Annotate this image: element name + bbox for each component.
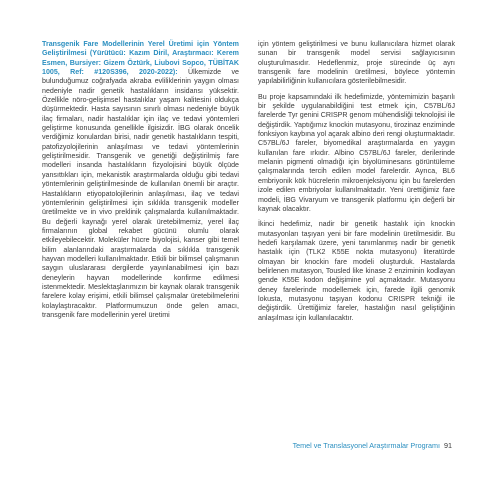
paragraph-continuation: için yöntem geliştirilmesi ve bunu kullanıcılara hizmet olarak sunan bir transgenik model servisi sağlayıcısının oluşturulmasıdır. Hedeflenmiz, proje sürecinde üç ayrı transgenik fare modelinin üretilmesi, böylece yöntemin yapılabilirliğinin kullanıcılara gösterilebilmesidir. [258,40,455,86]
left-column [42,40,239,320]
project-title: Transgenik Fare Modellerinin Yerel Üretimi için Yöntem Geliştirilmesi (Yürütücü: Kazım Diril, Araştırmacı: Kerem Esmen, Bursiyer: Gizem Öztürk, Liubovi Sopco, TÜBİTAK 1005, Ref: #120S396, 2020-2022): [42,40,239,77]
page-footer [262,441,452,450]
project-paragraph [42,40,239,320]
footer-label: Temel ve Translasyonel Araştırmalar Programı [292,441,440,450]
paragraph-second-goal: İkinci hedefimiz, nadir bir genetik hastalık için knockin mutasyonları taşıyan yeni bir fare modelinin üretilmesidir. Bu hedefi karşılamak üzere, yeni tanımlanmış nadir bir genetik hastalık için (TLK2 K55E nokta mutasyonu) literatürde olmayan bir knockin fare modeli oluşturduk. Hastalarda belirlenen mutasyon, Tousled like kinase 2 enziminin kodlayan gende K55E kodon değişimine yol açmaktadır. Mutasyonu deney farelerinde modellemek için, farede ilgili genomik lokusta, mutasyonu taşıyan kodonu CRISPR tekniği ile değiştirdik. Ürettiğimiz fareler, hastalığın nasıl geliştiğinin anlaşılması için kullanılacaktır. [258,220,455,322]
project-description: Ülkemizde ve bulunduğumuz coğrafyada akraba evliliklerinin yaygın olması nedeniyle nadir genetik hastalıkların insidansı yüksektir. Özellikle nöro-gelişimsel hastalıklar yaşam kalitesini oldukça düşürmektedir. Hasta sayısının sınırlı olması nedeniyle büyük ilaç firmaları, nadir hastalıklar için ilaç ve tedavi yöntemleri geliştirme konusunda genellikle ilgisizdir. İBG olarak öncelik verdiğimiz konulardan birisi, nadir genetik hastalıkların tespiti, patofizyolojilerinin anlaşılması ve tedavi yöntemlerinin geliştirilmesidir. Transgenik ve genetiği değiştirilmiş fare modelleri insanda hastalıkların fizyolojisini büyük ölçüde yansıttıkları için, mekanistik araştırmalarda olduğu gibi tedavi yöntemlerinin geliştirilmesinde de kullanılan önemli bir araçtır. Hastalıkların etiyopatolojilerinin anlaşılması, ilaç ve tedavi yöntemlerinin geliştirilmesi için sıklıkla transgenik modeller üretilmekte ve in vivo preklinik çalışmalarda kullanılmaktadır. Bu değerli kaynağı yerel olarak üretebilmemiz, yerel ilaç firmalarının global rekabet gücünü olumlu olarak etkileyebilecektir. Moleküler hücre biyolojisi, kanser gibi temel bilim alanlarındaki araştırmalarda da sıklıkla transgenik hayvan modelleri kullanılmaktadır. Etkili bir bilimsel çalışmanın saygın uluslararası dergilerde yayınlanabilmesi için bazı deneylerin hayvan modellerinde konfirme edilmesi istenmektedir. Meslektaşlarımızın bir kaynak olarak transgenik farelere kolay erişimi, etkili bilimsel çalışmalar üretebilmelerini kolaylaştıracaktır. Platformumuzun önde gelen amacı, transgenik fare modellerinin yerel üretimi [42,68,239,319]
right-column [258,40,455,323]
paragraph-first-goal: Bu proje kapsamındaki ilk hedefimizde, yöntemimizin başarılı bir şekilde uygulanabildiğini test etmek için, C57BL/6J farelerde Tyr genini CRISPR genom mühendisliği teknolojisi ile değiştirdik. Yaptığımız knockin mutasyonu, tirozinaz enziminde fonksiyon kaybına yol açarak albino deri rengi oluşturmaktadır. C57BL/6J fareler, biyomedikal araştırmalarda en yaygın kullanılan fare ırkıdır. Albino C57BL/6J fareler, derilerinde melanin pigmenti olmadığı için biyolüminesans görüntüleme çalışmalarında tercih edilen model farelerdir. Ayrıca, BL6 embriyonik kök hücrelerin mikroenjeksiyonu için bu farelerden izole edilen embriyolar kullanılmaktadır. Yeni ürettiğimiz fare modeli, İBG Vivaryum ve transgenik platformu için değerli bir kaynak olacaktır. [258,92,455,213]
page-number: 91 [444,441,452,450]
